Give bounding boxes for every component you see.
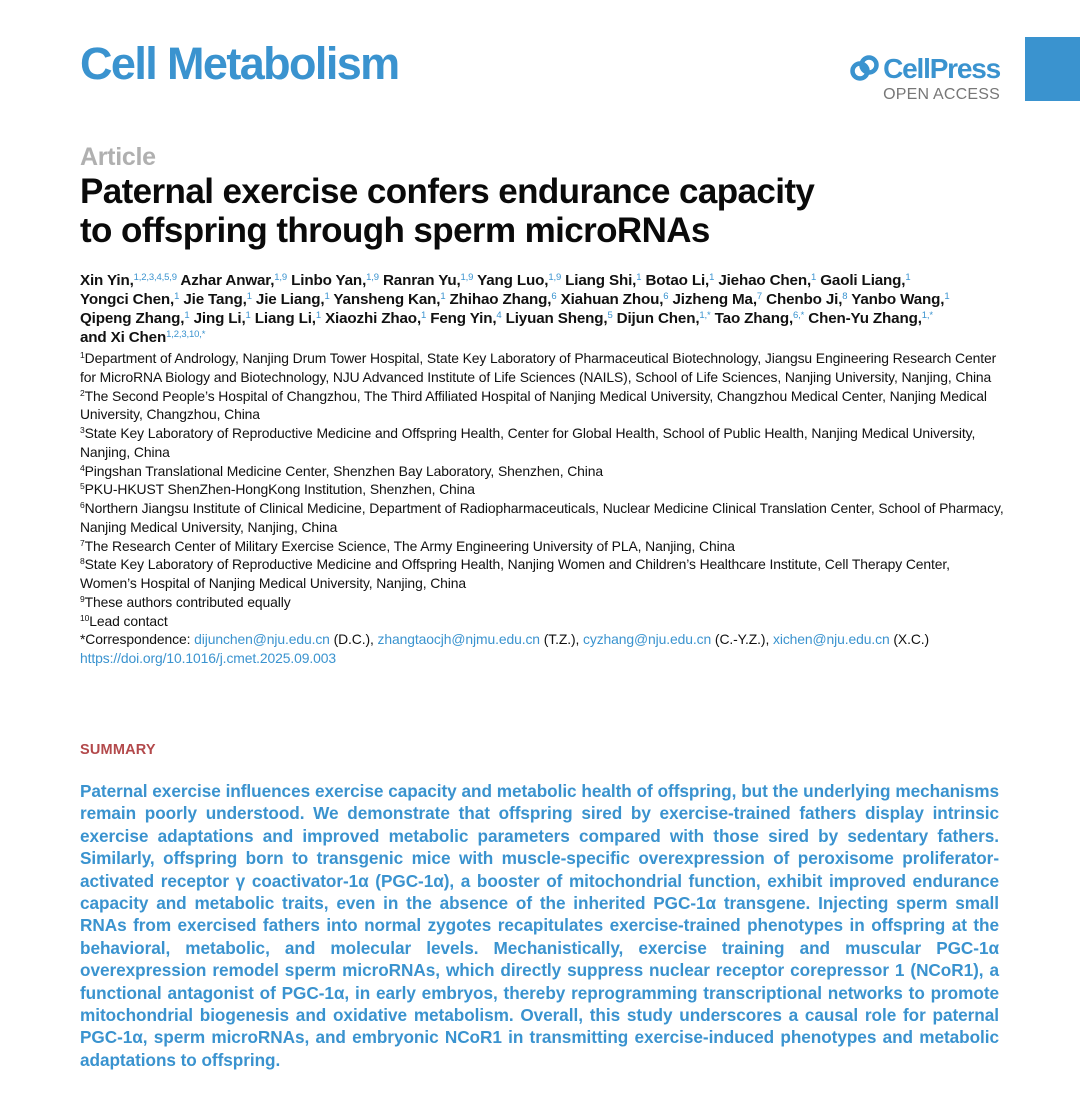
author-name: Yanbo Wang, [851,291,945,308]
author-name: Chenbo Ji, [766,291,843,308]
author-affiliation-sup: 8 [842,291,848,302]
author[interactable] [820,272,910,289]
summary-heading: SUMMARY [80,742,156,758]
author[interactable] [383,272,473,289]
author-affiliation-sup: 1 [636,272,642,283]
affiliation-text: State Key Laboratory of Reproductive Medicine and Offspring Health, Center for Global Health, School of Public Health, Nanjing Medical University, Nanjing, China [80,425,976,460]
affiliation [80,462,1005,481]
author-affiliation-sup: 1,9 [548,272,562,283]
author-affiliation-sup: 1 [184,310,190,321]
author[interactable] [506,310,613,327]
author-name: Feng Yin, [430,310,497,327]
author-affiliation-sup: 1 [811,272,817,283]
affiliation-text: These authors contributed equally [84,593,291,610]
author[interactable] [180,272,287,289]
affiliation-text: Northern Jiangsu Institute of Clinical Medicine, Department of Radiopharmaceuticals, Nuclear Medicine Clinical Translation Center, School of Pharmacy, Nanjing Medical University, Nanjing, China [80,500,1004,535]
author-affiliation-sup: 1 [246,291,252,302]
author-affiliation-sup: 7 [756,291,763,302]
affiliation-text: State Key Laboratory of Reproductive Medicine and Offspring Health, Nanjing Women and Children’s Healthcare Institute, Cell Therapy Center, Women’s Hospital of Nanjing Medical University, Nanjing, China [80,556,950,591]
affiliation-text: PKU-HKUST ShenZhen-HongKong Institution, Shenzhen, China [84,481,475,498]
article-type: Article [80,143,156,171]
author[interactable] [255,310,321,327]
author-affiliation-sup: 4 [496,310,502,321]
publisher-logo[interactable] [846,52,1000,104]
author-name: Xiahuan Zhou, [560,291,664,308]
author-name: Dijun Chen, [616,310,700,327]
author-affiliation-sup: 1 [174,291,180,302]
correspondence-initials: (D.C.), [329,631,378,648]
affiliation-number: 8 [80,556,85,567]
affiliation [80,387,1005,425]
author[interactable] [617,310,711,327]
author[interactable] [808,310,933,327]
author-name: Gaoli Liang, [820,272,906,289]
author[interactable] [672,291,762,308]
affiliation [80,424,1005,462]
affiliation-number: 3 [80,425,85,435]
author[interactable] [80,310,190,327]
author-name: Jie Tang, [183,291,247,308]
author-name: Chen-Yu Zhang, [808,310,922,327]
author-name: Yansheng Kan, [333,291,441,308]
corner-tab [1025,37,1080,101]
author-name: Jie Liang, [255,291,325,308]
author-name: Ranran Yu, [382,272,461,289]
author-affiliation-sup: 6 [663,291,669,302]
summary-text: Paternal exercise influences exercise capacity and metabolic health of offspring, but the underlying mechanisms remain poorly understood. We demonstrate that offspring sired by exercise-trained fathers display intrinsic exercise adaptations and improved metabolic parameters compared with those sired by sedentary fathers. Similarly, offspring born to transgenic mice with muscle-specific overexpression of peroxisome proliferator-activated receptor γ coactivator-1α (PGC-1α), a booster of mitochondrial function, exhibit improved endurance capacity and metabolic traits, even in the absence of the inherited PGC-1α transgene. Injecting sperm small RNAs from exercised fathers into normal zygotes recapitulates exercise-trained phenotypes in offspring at the behavioral, metabolic, and molecular levels. Mechanistically, exercise training and muscular PGC-1α overexpression remodel sperm microRNAs, which directly suppress nuclear receptor corepressor 1 (NCoR1), a functional antagonist of PGC-1α, in early embryos, thereby reprogramming transcriptional networks to promote mitochondrial biogenesis and oxidative metabolism. Overall, this study underscores a causal role for paternal PGC-1α, sperm microRNAs, and embryonic NCoR1 in transmitting exercise-induced phenotypes and metabolic adaptations to offspring. [80,781,999,1070]
author-affiliation-sup: 1 [324,291,330,302]
author-affiliation-sup: 1,* [921,310,933,321]
author-affiliation-sup: 1,9 [460,272,474,283]
author-affiliation-sup: 1,9 [366,272,379,283]
affiliation [80,537,1005,556]
title-line: to offspring through sperm microRNAs [80,211,710,250]
author-affiliation-sup: 1 [944,291,950,302]
affiliation [80,555,1005,593]
open-access-label: OPEN ACCESS [883,86,1000,103]
affiliation-number: 10 [80,612,90,623]
author-name: Azhar Anwar, [180,272,275,289]
author-name: Liyuan Sheng, [505,310,608,327]
correspondence-list [194,631,929,647]
author-name: Xin Yin, [80,272,134,289]
author[interactable] [450,291,557,308]
author[interactable] [80,272,177,289]
cellpress-logo-icon [849,54,879,84]
correspondence-initials: (C.-Y.Z.), [711,631,773,648]
affiliation-number: 6 [80,500,85,510]
author-name: Tao Zhang, [714,310,794,327]
author[interactable] [718,272,816,289]
author-name: Yang Luo, [477,272,549,289]
author-affiliation-sup: 1,* [699,310,711,321]
author[interactable] [183,291,252,308]
author-affiliation-sup: 6 [551,291,557,302]
author[interactable] [325,310,426,327]
doi-link[interactable]: https://doi.org/10.1016/j.cmet.2025.09.003 [80,650,337,666]
affiliation-text: The Second People’s Hospital of Changzhou, The Third Affiliated Hospital of Nanjing Medical University, Changzhou Medical Center, Nanjing Medical University, Changzhou, China [80,387,987,423]
affiliation-text: The Research Center of Military Exercise Science, The Army Engineering University of PLA, Nanjing, China [84,537,735,554]
correspondence [80,630,1005,649]
author-name: Liang Shi, [565,272,637,289]
publisher-name: CellPress [883,53,1000,84]
affiliation-number: 4 [80,462,85,473]
author-list [80,271,1010,347]
affiliation-number: 1 [80,350,85,360]
author-name: Xiaozhi Zhao, [325,310,422,327]
author-name: Linbo Yan, [291,272,367,289]
affiliation-text: Department of Andrology, Nanjing Drum Tower Hospital, State Key Laboratory of Pharmaceutical Biotechnology, Jiangsu Engineering Research Center for MicroRNA Biology and Biotechnology, NJU Advanced Institute of Life Sciences (NAILS), School of Life Sciences, Nanjing University, Nanjing, China [80,350,997,385]
correspondence-email[interactable]: xichen@nju.edu.cn [772,631,890,648]
affiliation-text: Pingshan Translational Medicine Center, Shenzhen Bay Laboratory, Shenzhen, China [84,462,604,479]
author[interactable] [477,272,561,289]
affiliations [80,349,1005,668]
affiliation-number: 9 [80,593,85,604]
author-affiliation-sup: 1 [245,310,251,321]
journal-title[interactable]: Cell Metabolism [80,38,399,89]
author[interactable] [851,291,949,308]
author-affiliation-sup: 1 [709,272,715,283]
author[interactable] [766,291,847,308]
affiliation-list [80,349,1005,630]
author-name: Liang Li, [254,310,316,327]
correspondence-initials: (X.C.) [889,631,930,648]
author-affiliation-sup: 6,* [793,310,805,321]
author-affiliation-sup: 1,2,3,10,* [166,329,206,340]
author[interactable] [645,272,714,289]
author-affiliation-sup: 1,2,3,4,5,9 [133,272,177,283]
author[interactable] [430,310,501,327]
title-line: Paternal exercise confers endurance capacity [80,172,815,211]
correspondence-initials: (T.Z.), [539,631,584,648]
author[interactable] [561,291,669,308]
author-affiliation-sup: 1,9 [274,272,288,283]
author-name: Jizheng Ma, [672,291,757,308]
author[interactable] [80,291,179,308]
author[interactable] [291,272,379,289]
affiliation [80,499,1005,537]
article-title [80,172,980,250]
author[interactable] [333,291,445,308]
affiliation-text: Lead contact [89,612,168,629]
correspondence-email[interactable]: zhangtaocjh@njmu.edu.cn [377,631,540,648]
affiliation-number: 7 [80,537,85,548]
author-affiliation-sup: 1 [905,272,911,283]
author-affiliation-sup: 5 [607,310,613,321]
author-name: Botao Li, [645,272,710,289]
author[interactable] [715,310,805,327]
author-affiliation-sup: 1 [421,310,427,321]
author-affiliation-sup: 1 [315,310,321,321]
affiliation [80,612,1005,631]
author-name: Jiehao Chen, [718,272,812,289]
author[interactable] [256,291,330,308]
author[interactable] [565,272,641,289]
author[interactable] [80,329,205,346]
correspondence-email[interactable]: dijunchen@nju.edu.cn [194,631,330,648]
author-name: and Xi Chen [80,329,167,346]
correspondence-email[interactable]: cyzhang@nju.edu.cn [583,631,712,648]
author-name: Yongci Chen, [80,291,175,308]
affiliation [80,480,1005,499]
author-name: Qipeng Zhang, [80,310,185,327]
author[interactable] [194,310,251,327]
affiliation-number: 2 [80,387,85,398]
correspondence-label: *Correspondence: [80,631,195,648]
author-affiliation-sup: 1 [440,291,446,302]
author-name: Jing Li, [193,310,246,327]
author-name: Zhihao Zhang, [449,291,552,308]
affiliation-number: 5 [80,481,85,492]
affiliation [80,349,1005,387]
affiliation [80,593,1005,612]
